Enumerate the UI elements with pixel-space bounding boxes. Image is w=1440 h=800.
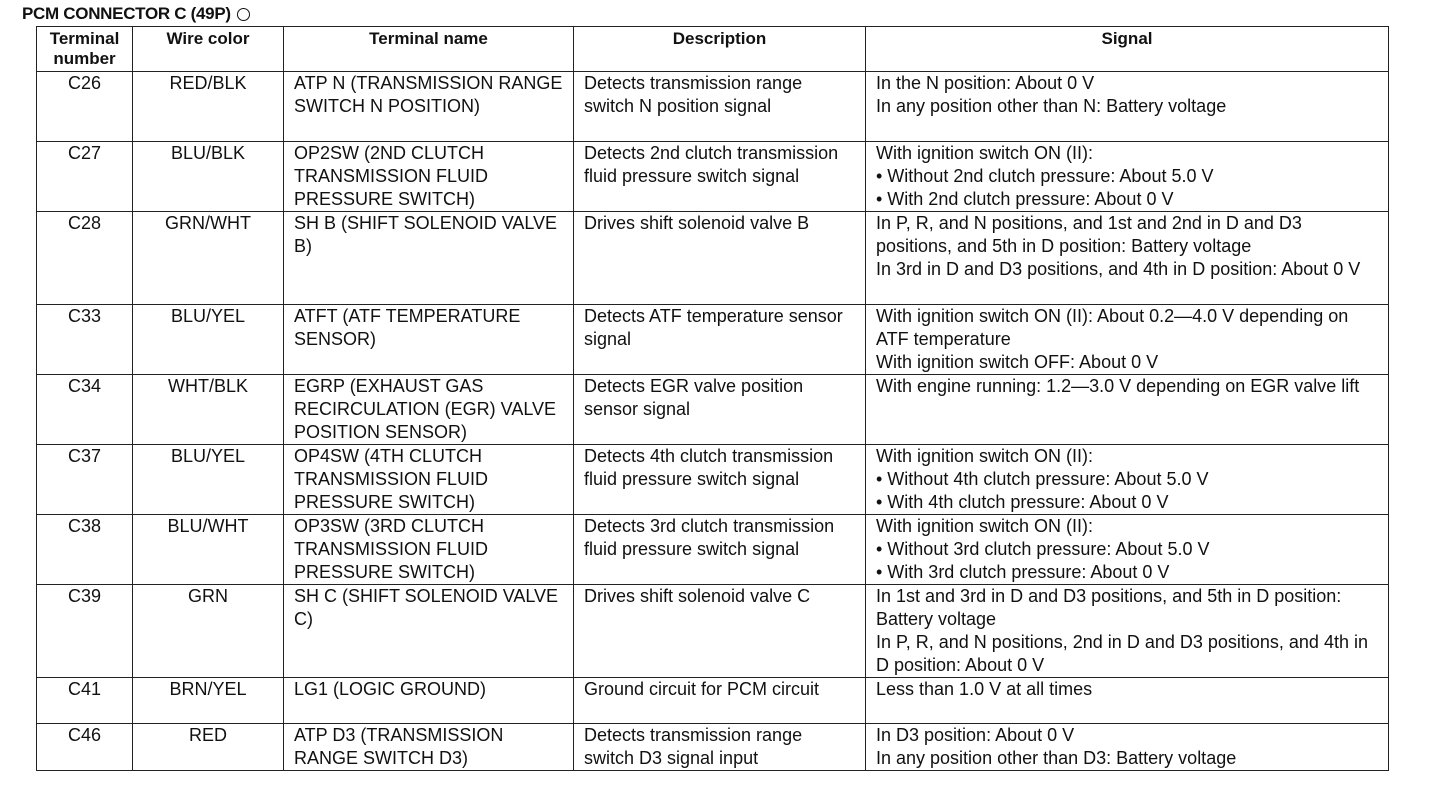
terminal-number-cell: C27 bbox=[37, 142, 133, 212]
wire-color-cell: BRN/YEL bbox=[133, 678, 284, 724]
signal-line: With ignition switch ON (II): About 0.2—4.0 V depending on ATF temperature bbox=[876, 306, 1353, 349]
signal-cell bbox=[866, 678, 1389, 724]
signal-line: With ignition switch ON (II): bbox=[876, 143, 1094, 163]
wire-color-cell: WHT/BLK bbox=[133, 375, 284, 445]
wire-color-cell: RED/BLK bbox=[133, 72, 284, 142]
terminal-name-cell: ATFT (ATF TEMPERATURE SENSOR) bbox=[284, 305, 574, 375]
signal-cell bbox=[866, 72, 1389, 142]
terminal-name-cell: LG1 (LOGIC GROUND) bbox=[284, 678, 574, 724]
wire-color-cell: BLU/BLK bbox=[133, 142, 284, 212]
signal-line: With ignition switch ON (II): bbox=[876, 516, 1094, 536]
connector-title: PCM CONNECTOR C (49P) bbox=[22, 4, 231, 23]
wire-color-cell: GRN/WHT bbox=[133, 212, 284, 305]
signal-line: • Without 2nd clutch pressure: About 5.0 V bbox=[876, 166, 1214, 186]
signal-line: • With 4th clutch pressure: About 0 V bbox=[876, 492, 1169, 512]
description-cell: Detects ATF temperature sensor signal bbox=[574, 305, 866, 375]
header-description: Description bbox=[574, 27, 866, 72]
terminal-name-cell: OP4SW (4TH CLUTCH TRANSMISSION FLUID PRESSURE SWITCH) bbox=[284, 445, 574, 515]
signal-line: In P, R, and N positions, and 1st and 2nd in D and D3 positions, and 5th in D position: Battery voltage bbox=[876, 213, 1307, 256]
terminal-name-cell: OP2SW (2ND CLUTCH TRANSMISSION FLUID PRESSURE SWITCH) bbox=[284, 142, 574, 212]
header-terminal-number: Terminal number bbox=[37, 27, 133, 72]
description-cell: Drives shift solenoid valve C bbox=[574, 585, 866, 678]
signal-line: With engine running: 1.2—3.0 V depending on EGR valve lift bbox=[876, 376, 1360, 396]
terminal-name-cell: ATP D3 (TRANSMISSION RANGE SWITCH D3) bbox=[284, 724, 574, 771]
signal-line: • With 3rd clutch pressure: About 0 V bbox=[876, 562, 1170, 582]
signal-line: In D3 position: About 0 V bbox=[876, 725, 1075, 745]
signal-cell bbox=[866, 585, 1389, 678]
table-row bbox=[37, 515, 1389, 585]
terminal-number-cell: C33 bbox=[37, 305, 133, 375]
signal-line: In 1st and 3rd in D and D3 positions, and 5th in D position: Battery voltage bbox=[876, 586, 1347, 629]
table-row bbox=[37, 212, 1389, 305]
page-title bbox=[22, 4, 250, 24]
signal-cell bbox=[866, 515, 1389, 585]
terminal-name-cell: OP3SW (3RD CLUTCH TRANSMISSION FLUID PRESSURE SWITCH) bbox=[284, 515, 574, 585]
table-body bbox=[37, 72, 1389, 771]
description-cell: Ground circuit for PCM circuit bbox=[574, 678, 866, 724]
signal-line: • Without 4th clutch pressure: About 5.0 V bbox=[876, 469, 1209, 489]
signal-line: With ignition switch OFF: About 0 V bbox=[876, 352, 1159, 372]
signal-line: Less than 1.0 V at all times bbox=[876, 679, 1093, 699]
signal-cell bbox=[866, 375, 1389, 445]
signal-line: In 3rd in D and D3 positions, and 4th in D position: About 0 V bbox=[876, 259, 1361, 279]
terminal-name-cell: SH C (SHIFT SOLENOID VALVE C) bbox=[284, 585, 574, 678]
terminal-name-cell: SH B (SHIFT SOLENOID VALVE B) bbox=[284, 212, 574, 305]
table-row bbox=[37, 305, 1389, 375]
terminal-name-cell: ATP N (TRANSMISSION RANGE SWITCH N POSITION) bbox=[284, 72, 574, 142]
table-row bbox=[37, 375, 1389, 445]
table-row bbox=[37, 72, 1389, 142]
terminal-number-cell: C37 bbox=[37, 445, 133, 515]
circle-icon bbox=[237, 8, 250, 21]
description-cell: Detects transmission range switch N position signal bbox=[574, 72, 866, 142]
header-wire-color: Wire color bbox=[133, 27, 284, 72]
table-row bbox=[37, 142, 1389, 212]
signal-cell bbox=[866, 724, 1389, 771]
description-cell: Detects 3rd clutch transmission fluid pressure switch signal bbox=[574, 515, 866, 585]
signal-line: In any position other than D3: Battery voltage bbox=[876, 748, 1237, 768]
signal-cell bbox=[866, 305, 1389, 375]
header-terminal-name: Terminal name bbox=[284, 27, 574, 72]
signal-cell bbox=[866, 142, 1389, 212]
terminal-number-cell: C41 bbox=[37, 678, 133, 724]
wire-color-cell: RED bbox=[133, 724, 284, 771]
description-cell: Detects transmission range switch D3 signal input bbox=[574, 724, 866, 771]
signal-cell bbox=[866, 445, 1389, 515]
description-cell: Drives shift solenoid valve B bbox=[574, 212, 866, 305]
signal-line: In any position other than N: Battery voltage bbox=[876, 96, 1227, 116]
signal-line: • With 2nd clutch pressure: About 0 V bbox=[876, 189, 1174, 209]
table-row bbox=[37, 724, 1389, 771]
signal-line: • Without 3rd clutch pressure: About 5.0 V bbox=[876, 539, 1210, 559]
terminal-number-cell: C46 bbox=[37, 724, 133, 771]
header-signal: Signal bbox=[866, 27, 1389, 72]
signal-line: In P, R, and N positions, 2nd in D and D3 positions, and 4th in D position: About 0 V bbox=[876, 632, 1373, 675]
table-row bbox=[37, 585, 1389, 678]
description-cell: Detects 4th clutch transmission fluid pressure switch signal bbox=[574, 445, 866, 515]
table-header-row bbox=[37, 27, 1389, 72]
pinout-table bbox=[36, 26, 1389, 771]
signal-line: In the N position: About 0 V bbox=[876, 73, 1095, 93]
signal-line: With ignition switch ON (II): bbox=[876, 446, 1094, 466]
terminal-number-cell: C26 bbox=[37, 72, 133, 142]
terminal-number-cell: C28 bbox=[37, 212, 133, 305]
wire-color-cell: BLU/WHT bbox=[133, 515, 284, 585]
description-cell: Detects 2nd clutch transmission fluid pressure switch signal bbox=[574, 142, 866, 212]
table-row bbox=[37, 445, 1389, 515]
terminal-number-cell: C34 bbox=[37, 375, 133, 445]
description-cell: Detects EGR valve position sensor signal bbox=[574, 375, 866, 445]
wire-color-cell: GRN bbox=[133, 585, 284, 678]
wire-color-cell: BLU/YEL bbox=[133, 445, 284, 515]
wire-color-cell: BLU/YEL bbox=[133, 305, 284, 375]
terminal-number-cell: C38 bbox=[37, 515, 133, 585]
terminal-number-cell: C39 bbox=[37, 585, 133, 678]
table-row bbox=[37, 678, 1389, 724]
signal-cell bbox=[866, 212, 1389, 305]
terminal-name-cell: EGRP (EXHAUST GAS RECIRCULATION (EGR) VALVE POSITION SENSOR) bbox=[284, 375, 574, 445]
